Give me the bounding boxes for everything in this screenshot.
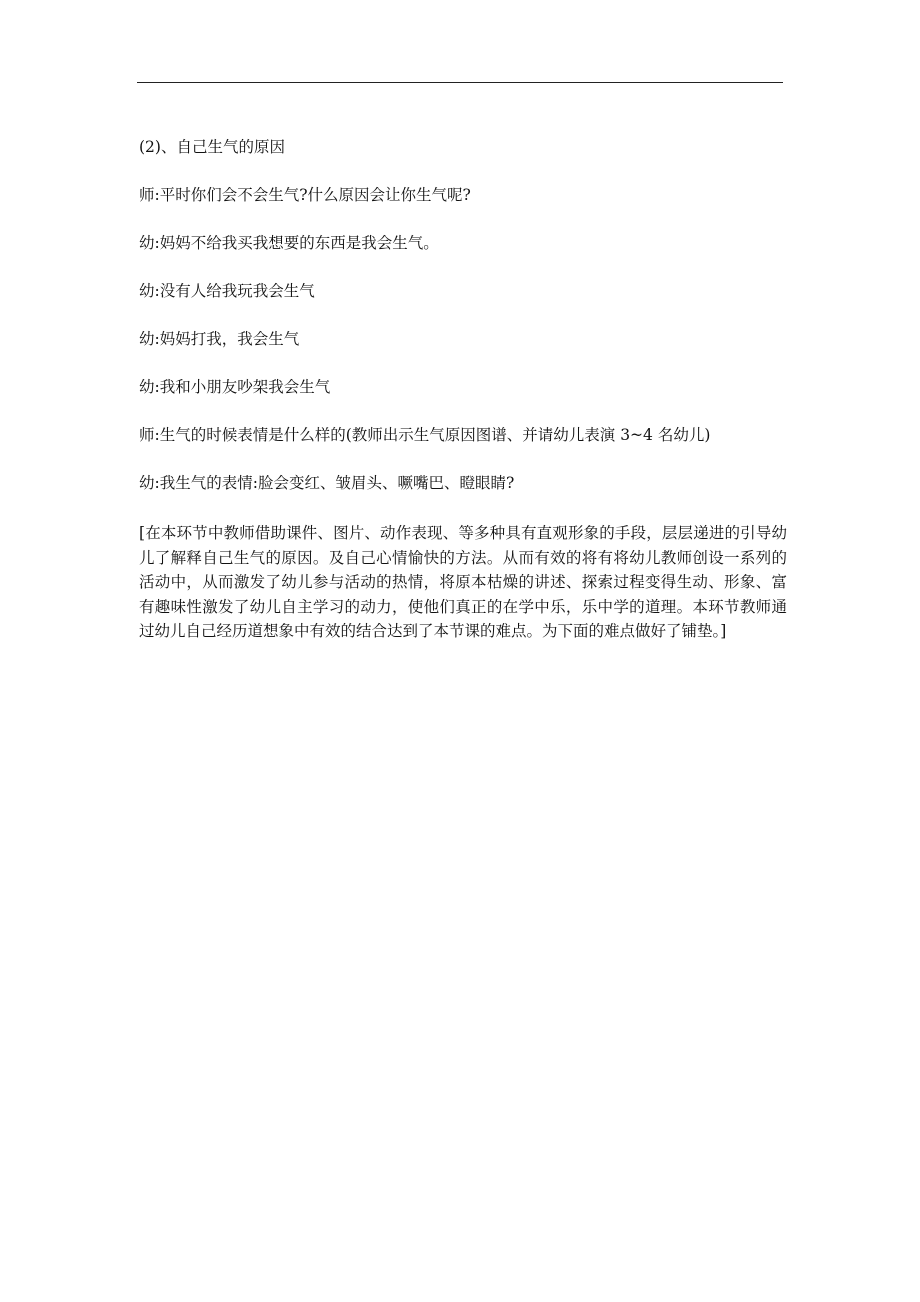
section-heading: (2)、自己生气的原因 [139, 138, 285, 156]
dialogue-line: 幼:我生气的表情:脸会变红、皱眉头、噘嘴巴、瞪眼睛? [139, 474, 515, 492]
dialogue-line: 幼:我和小朋友吵架我会生气 [139, 378, 331, 396]
dialogue-line: 幼:妈妈不给我买我想要的东西是我会生气。 [139, 234, 439, 252]
dialogue-line: 师:平时你们会不会生气?什么原因会让你生气呢? [139, 186, 471, 204]
dialogue-line: 幼:妈妈打我，我会生气 [139, 330, 300, 348]
commentary-paragraph: [在本环节中教师借助课件、图片、动作表现、等多种具有直观形象的手段，层层递进的引导幼儿了解释自己生气的原因。及自己心情愉快的方法。从而有效的将有将幼儿教师创设一系列的活动中，从而激发了幼儿参与活动的热情，将原本枯燥的讲述、探索过程变得生动、形象、富有趣味性激发了幼儿自主学习的动力，使他们真正的在学中乐，乐中学的道理。本环节教师通过幼儿自己经历道想象中有效的结合达到了本节课的难点。为下面的难点做好了铺垫。] [139, 524, 787, 640]
dialogue-line: 师:生气的时候表情是什么样的(教师出示生气原因图谱、并请幼儿表演 3~4 名幼儿) [139, 426, 711, 444]
document-body [139, 137, 787, 644]
dialogue-line: 幼:没有人给我玩我会生气 [139, 282, 315, 300]
header-rule [137, 82, 783, 83]
